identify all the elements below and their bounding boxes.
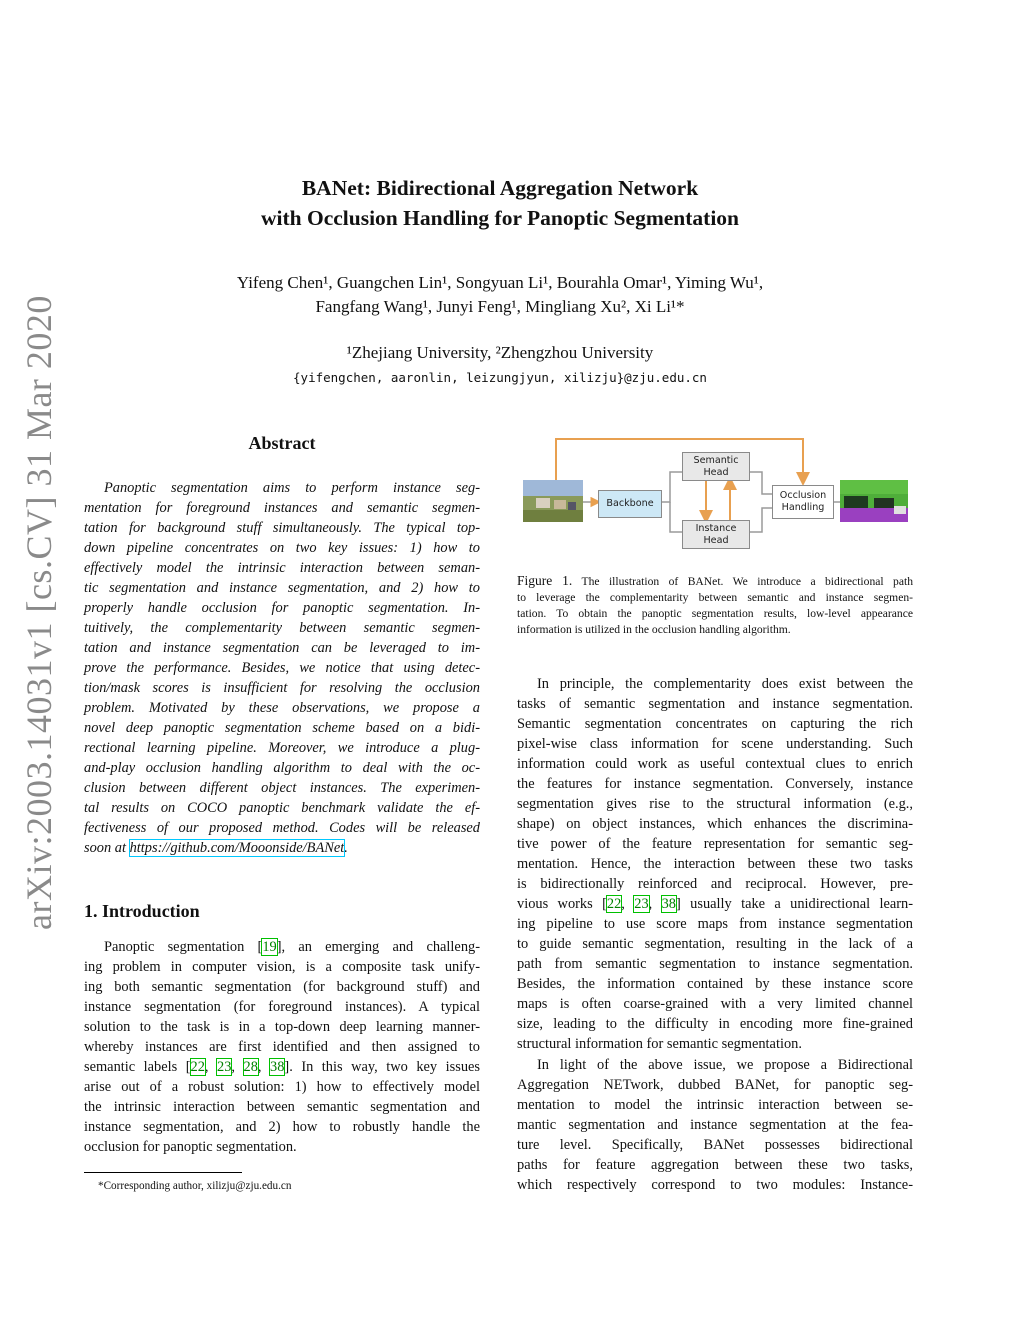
body-line: pixel-wise class information for scene understanding. Such [517,736,913,752]
intro-line [84,937,480,957]
backbone-box: Backbone [598,490,662,518]
body-line: shape) on object instances, which enhances the discrimina- [517,816,913,832]
intro-line: ing both semantic segmentation (for background stuff) and [84,979,480,995]
abstract-line: rectional learning pipeline. Moreover, we introduce a plug- [84,740,480,756]
abstract-heading: Abstract [248,433,316,453]
abstract-last-line [84,838,480,858]
intro-text: ]. In this way, two key issues [284,1059,481,1075]
caption-line: tation. To obtain the panoptic segmentation results, low-level appearance [517,607,913,620]
backbone-semantic-arrow [660,472,682,502]
occlusion-handling-box: Occlusion Handling [772,485,834,519]
skip-arrow [556,439,803,482]
abstract-line: down pipeline concentrates on two key issues: 1) how to [84,540,480,556]
caption-line: information is utilized in the occlusion handling algorithm. [517,623,791,636]
body-line: ing pipeline to use score maps from instance segmentation [517,916,913,932]
paper-title-line2: with Occlusion Handling for Panoptic Segmentation [260,206,740,230]
body-line: mantic segmentation and instance segmentation at the fea- [517,1117,913,1133]
input-image [523,480,583,522]
body-line: Aggregation NETwork, dubbed BANet, for panoptic seg- [517,1077,913,1093]
citation-link[interactable]: 22 [190,1059,205,1075]
citation-link[interactable]: 23 [217,1059,232,1075]
abstract-line: tuitively, the complementarity between semantic segmen- [84,620,480,636]
body-line: mentation to model the intrinsic interaction between se- [517,1097,913,1113]
abstract-line: tic segmentation and instance segmentation, and 2) how to [84,580,480,596]
intro-line: instance segmentation, and 2) how to robustly handle the [84,1119,480,1135]
caption-text: The illustration of BANet. We introduce a bidirectional path [581,575,913,588]
abstract-line: tion/mask scores is insufficient for resolving the occlusion [84,680,480,696]
caption-line [517,573,913,590]
semantic-output-arrow [748,472,772,494]
authors-line1: Yifeng Chen¹, Guangchen Lin¹, Songyuan Li¹, Bourahla Omar¹, Yiming Wu¹, [236,273,764,292]
instance-head-box: Instance Head [682,520,750,549]
intro-line: semantic labels [22, 23, 28, 38]. In this way, two key issues [84,1059,481,1075]
abstract-line: tation for background stuff simultaneously. The typical top- [84,520,480,536]
intro-line: occlusion for panoptic segmentation. [84,1139,297,1155]
body-line: segmentation gives rise to the structural information (e.g., [517,796,913,812]
code-url-link[interactable]: https://github.com/Mooonside/BANet [129,840,345,856]
paper-title-line1: BANet: Bidirectional Aggregation Network [301,176,699,200]
abstract-line: novel deep panoptic segmentation scheme based on a bidi- [84,720,480,736]
instance-output-arrow [748,508,772,532]
body-line: vious works [22, 23, 38] usually take a unidirectional learn- [517,896,913,912]
body-line: Besides, the information contained by these instance score [517,976,913,992]
intro-text: Panoptic segmentation [ [104,939,263,955]
abstract-line: effectively model the intrinsic interaction between seman- [84,560,480,576]
citation-link[interactable]: 38 [270,1059,285,1075]
intro-line: arise out of a robust solution: 1) how to effectively model [84,1079,480,1095]
introduction-heading: 1. Introduction [84,901,200,921]
affiliations: ¹Zhejiang University, ²Zhengzhou University [346,343,654,362]
abstract-line: mentation for foreground instances and semantic segmen- [84,500,480,516]
body-line: path from semantic segmentation to instance segmentation. [517,956,913,972]
citation-link[interactable]: 28 [243,1059,258,1075]
abstract-line: and-play occlusion handling algorithm to deal with the oc- [84,760,480,776]
body-line: Semantic segmentation concentrates on capturing the rich [517,716,913,732]
citation-link[interactable]: 23 [634,896,649,912]
arxiv-identifier: arXiv:2003.14031v1 [cs.CV] 31 Mar 2020 [19,295,59,930]
footnote-rule [84,1172,242,1173]
authors-line2: Fangfang Wang¹, Junyi Feng¹, Mingliang Xu², Xi Li¹* [315,297,685,316]
body-line: In light of the above issue, we propose a Bidirectional [537,1057,913,1073]
introduction-body [84,937,480,1157]
figure-1-diagram [518,436,914,560]
body-text: ] usually take a unidirectional learn- [676,896,913,912]
abstract-line: tal results on COCO panoptic benchmark validate the ef- [84,800,480,816]
body-line: is bidirectionally reinforced and reciprocal. However, pre- [517,876,913,892]
body-line: tasks of semantic segmentation and instance segmentation. [517,696,913,712]
body-line: to guide semantic segmentation, resulting in the lack of a [517,936,913,952]
body-line: tive power of the feature representation for semantic seg- [517,836,913,852]
semantic-head-box: Semantic Head [682,452,750,481]
abstract-line: tation and instance segmentation can be leveraged to im- [84,640,480,656]
body-line: ture level. Specifically, BANet possesses bidirectional [517,1137,913,1153]
intro-text: ], an emerging and challeng- [276,939,480,955]
abstract-line: prove the performance. Besides, we notice that using detec- [84,660,480,676]
intro-line: ing problem in computer vision, is a composite task unify- [84,959,480,975]
body-text: vious works [ [517,896,607,912]
body-line: mentation. Hence, the interaction between these two tasks [517,856,913,872]
body-line: the features for instance segmentation. Conversely, instance [517,776,913,792]
abstract-line: Panoptic segmentation aims to perform instance seg- [104,480,480,496]
footnote: *Corresponding author, xilizju@zju.edu.cn [98,1180,292,1192]
intro-line: solution to the task is in a top-down deep learning manner- [84,1019,480,1035]
citation-link[interactable]: 22 [606,896,622,912]
figure-1-caption [517,573,913,638]
abstract-last-prefix: soon at [84,840,130,856]
author-emails: {yifengchen, aaronlin, leizungjyun, xilizju}@zju.edu.cn [293,370,707,385]
abstract-line: clusion between different object instances. The experimen- [84,780,480,796]
backbone-instance-arrow [670,502,682,532]
output-panoptic-image [840,480,908,522]
intro-line: whereby instances are first identified and then assigned to [84,1039,480,1055]
abstract-line: properly handle occlusion for panoptic segmentation. In- [84,600,480,616]
abstract-body [84,478,480,858]
intro-line: the intrinsic interaction between semantic segmentation and [84,1099,480,1115]
body-line: structural information for semantic segmentation. [517,1036,802,1052]
body-line: paths for feature aggregation between these two tasks, [517,1157,913,1173]
citation-link[interactable]: 19 [262,939,277,955]
right-column-body [517,674,913,1195]
abstract-line: fectiveness of our proposed method. Codes will be released [84,820,480,836]
caption-label: Figure 1. [517,573,573,588]
abstract-line: problem. Motivated by these observations, we propose a [84,700,480,716]
caption-line: to leverage the complementarity between semantic and instance segmen- [517,591,913,604]
body-line: size, leading to the difficulty in encoding more fine-grained [517,1016,913,1032]
body-line: which respectively correspond to two modules: Instance- [517,1177,913,1193]
body-line: In principle, the complementarity does exist between the [537,676,913,692]
abstract-last-suffix: . [344,840,348,856]
intro-text: semantic labels [ [84,1059,191,1075]
intro-line: instance segmentation (for foreground instances). A typical [84,999,480,1015]
body-line: information could work as useful contextual clues to enrich [517,756,913,772]
citation-link[interactable]: 38 [661,896,676,912]
body-line: maps is often coarse-grained with a very limited channel [517,996,913,1012]
